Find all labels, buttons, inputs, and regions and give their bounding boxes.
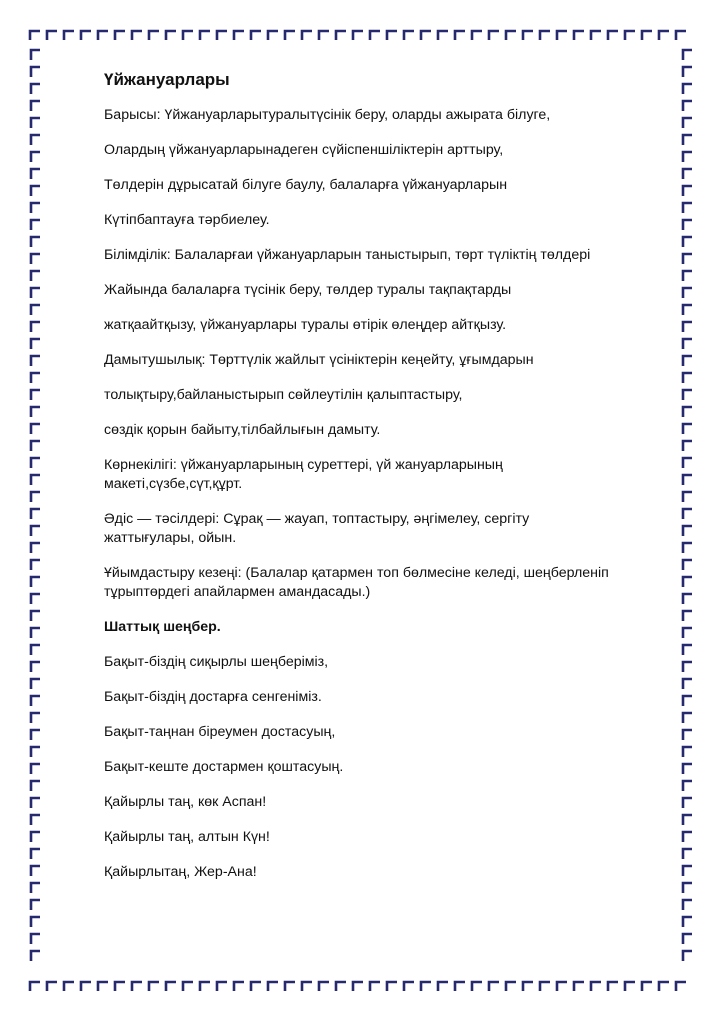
border-segment <box>683 67 692 77</box>
border-segment <box>319 31 329 40</box>
border-segment <box>31 866 40 876</box>
paragraph-line: Дамытушылық: Төрттүлік жайлыт үсініктерін кеңейту, ұғымдарын <box>104 352 534 368</box>
border-segment <box>523 982 533 991</box>
border-segment <box>115 982 125 991</box>
border-segment <box>683 322 692 332</box>
border-segment <box>591 31 601 40</box>
border-segment <box>676 31 686 40</box>
border-segment <box>683 254 692 264</box>
border-segment <box>251 31 261 40</box>
border-segment <box>149 31 159 40</box>
border-segment <box>64 982 74 991</box>
border-segment <box>683 917 692 927</box>
border-segment <box>472 982 482 991</box>
border-segment <box>489 31 499 40</box>
border-segment <box>31 407 40 417</box>
paragraph-line: Күтіпбаптауға тәрбиелеу. <box>104 212 270 228</box>
border-segment <box>166 982 176 991</box>
border-segment <box>608 31 618 40</box>
organization-line: тұрыптөрдегі апайлармен амандасады.) <box>104 584 371 600</box>
visual-aids <box>104 456 664 494</box>
border-segment <box>683 475 692 485</box>
border-segment <box>31 322 40 332</box>
border-segment <box>404 982 414 991</box>
border-segment <box>31 730 40 740</box>
border-segment <box>268 982 278 991</box>
border-segment <box>31 696 40 706</box>
border-segment <box>683 849 692 859</box>
border-segment <box>132 982 142 991</box>
border-segment <box>285 982 295 991</box>
border-segment <box>31 203 40 213</box>
border-segment <box>302 982 312 991</box>
border-segment <box>31 492 40 502</box>
border-segment <box>540 982 550 991</box>
border-segment <box>683 934 692 944</box>
border-segment <box>625 982 635 991</box>
border-segment <box>98 31 108 40</box>
poem-line: Бақыт-біздің сиқырлы шеңберіміз, <box>104 654 329 670</box>
border-segment <box>31 356 40 366</box>
organization-stage <box>104 564 664 602</box>
poem-line: Қайырлы таң, көк Аспан! <box>104 794 267 810</box>
border-segment <box>540 31 550 40</box>
border-segment <box>31 832 40 842</box>
border-segment <box>683 84 692 94</box>
circle-title: Шаттық шеңбер. <box>104 619 221 635</box>
border-segment <box>642 31 652 40</box>
paragraph-line: Олардың үйжануарларынадеген сүйіспеншіліктерін арттыру, <box>104 142 504 158</box>
border-segment <box>683 611 692 621</box>
border-segment <box>676 982 686 991</box>
paragraph-line: Барысы: Үйжануарларытуралытүсінік беру, оларды ажырата білуге, <box>104 107 551 123</box>
border-segment <box>438 31 448 40</box>
border-segment <box>31 288 40 298</box>
border-segment <box>683 713 692 723</box>
border-segment <box>31 679 40 689</box>
border-segment <box>683 356 692 366</box>
border-segment <box>387 31 397 40</box>
border-segment <box>683 492 692 502</box>
border-segment <box>31 339 40 349</box>
border-segment <box>683 305 692 315</box>
border-segment <box>31 373 40 383</box>
border-segment <box>31 594 40 604</box>
border-segment <box>31 781 40 791</box>
border-segment <box>31 798 40 808</box>
border-segment <box>31 237 40 247</box>
methods <box>104 510 664 548</box>
poem-line: Бақыт-кеште достармен қоштасуың. <box>104 759 344 775</box>
border-segment <box>234 31 244 40</box>
border-segment <box>438 982 448 991</box>
border-segment <box>31 560 40 570</box>
border-segment <box>31 458 40 468</box>
border-segment <box>683 543 692 553</box>
border-segment <box>31 645 40 655</box>
border-segment <box>353 31 363 40</box>
border-segment <box>30 31 40 40</box>
border-segment <box>557 982 567 991</box>
border-segment <box>683 101 692 111</box>
paragraph-line: сөздік қорын байыту,тілбайлығын дамыту. <box>104 422 381 438</box>
border-segment <box>455 982 465 991</box>
border-segment <box>353 982 363 991</box>
border-segment <box>683 458 692 468</box>
border-segment <box>683 220 692 230</box>
border-segment <box>683 577 692 587</box>
border-segment <box>31 169 40 179</box>
border-segment <box>183 982 193 991</box>
border-segment <box>683 781 692 791</box>
border-segment <box>285 31 295 40</box>
border-segment <box>683 747 692 757</box>
methods-line: жаттығулары, ойын. <box>104 530 237 546</box>
poem-line: Бақыт-таңнан біреумен достасуың, <box>104 724 336 740</box>
border-segment <box>31 101 40 111</box>
border-segment <box>506 31 516 40</box>
border-segment <box>472 31 482 40</box>
border-segment <box>336 982 346 991</box>
border-segment <box>683 679 692 689</box>
border-segment <box>115 31 125 40</box>
border-segment <box>683 424 692 434</box>
border-segment <box>683 645 692 655</box>
border-segment <box>683 951 692 961</box>
border-segment <box>683 135 692 145</box>
border-segment <box>683 186 692 196</box>
paragraph-line: Төлдерін дұрысатай білуге баулу, балаларға үйжануарларын <box>104 177 508 193</box>
border-segment <box>683 288 692 298</box>
border-segment <box>31 67 40 77</box>
border-segment <box>251 982 261 991</box>
border-segment <box>683 169 692 179</box>
poem-line: Қайырлы таң, алтын Күн! <box>104 829 270 845</box>
border-segment <box>31 883 40 893</box>
border-segment <box>30 982 40 991</box>
border-segment <box>683 628 692 638</box>
border-segment <box>683 798 692 808</box>
border-segment <box>683 373 692 383</box>
border-segment <box>659 982 669 991</box>
border-segment <box>370 31 380 40</box>
border-segment <box>659 31 669 40</box>
border-segment <box>370 982 380 991</box>
border-segment <box>404 31 414 40</box>
border-segment <box>31 84 40 94</box>
border-segment <box>217 31 227 40</box>
border-segment <box>200 31 210 40</box>
paragraph-line: Білімділік: Балаларғаи үйжануарларын таныстырып, төрт түліктің төлдері <box>104 247 591 263</box>
border-segment <box>683 764 692 774</box>
border-segment <box>31 849 40 859</box>
organization-line: Ұйымдастыру кезеңі: (Балалар қатармен топ бөлмесіне келеді, шеңберленіп <box>104 565 609 581</box>
border-segment <box>683 203 692 213</box>
border-segment <box>523 31 533 40</box>
border-segment <box>31 135 40 145</box>
border-segment <box>81 31 91 40</box>
border-segment <box>683 50 692 60</box>
border-segment <box>489 982 499 991</box>
border-segment <box>387 982 397 991</box>
border-segment <box>166 31 176 40</box>
border-segment <box>506 982 516 991</box>
border-segment <box>217 982 227 991</box>
page-title: Үйжануарлары <box>104 70 230 89</box>
border-segment <box>31 509 40 519</box>
border-segment <box>455 31 465 40</box>
border-segment <box>268 31 278 40</box>
border-segment <box>31 543 40 553</box>
border-segment <box>683 594 692 604</box>
border-segment <box>683 509 692 519</box>
poem-line: Қайырлытаң, Жер-Ана! <box>104 864 257 880</box>
border-segment <box>31 441 40 451</box>
border-segment <box>683 662 692 672</box>
border-segment <box>31 951 40 961</box>
border-segment <box>31 900 40 910</box>
paragraph-line: Жайында балаларға түсінік беру, төлдер туралы тақпақтарды <box>104 282 512 298</box>
border-segment <box>31 424 40 434</box>
border-segment <box>31 747 40 757</box>
paragraph-line: жатқаайтқызу, үйжануарлары туралы өтірік өлеңдер айтқызу. <box>104 317 507 333</box>
poem-line: Бақыт-біздің достарға сенгеніміз. <box>104 689 322 705</box>
border-segment <box>31 611 40 621</box>
border-segment <box>31 390 40 400</box>
border-segment <box>47 31 57 40</box>
visual-aids-line: макеті,сүзбе,сүт,құрт. <box>104 476 243 492</box>
border-segment <box>31 713 40 723</box>
border-segment <box>31 271 40 281</box>
border-segment <box>31 220 40 230</box>
border-segment <box>31 934 40 944</box>
border-segment <box>302 31 312 40</box>
border-segment <box>31 305 40 315</box>
border-segment <box>31 662 40 672</box>
border-segment <box>683 152 692 162</box>
border-segment <box>642 982 652 991</box>
border-segment <box>608 982 618 991</box>
border-segment <box>31 815 40 825</box>
border-segment <box>683 271 692 281</box>
border-segment <box>31 118 40 128</box>
border-segment <box>683 883 692 893</box>
border-segment <box>149 982 159 991</box>
border-segment <box>683 832 692 842</box>
border-segment <box>683 730 692 740</box>
border-segment <box>421 982 431 991</box>
border-segment <box>200 982 210 991</box>
border-segment <box>336 31 346 40</box>
border-segment <box>98 982 108 991</box>
border-segment <box>683 118 692 128</box>
border-segment <box>81 982 91 991</box>
border-segment <box>31 50 40 60</box>
methods-line: Әдіс — тәсілдері: Сұрақ — жауап, топтастыру, әңгімелеу, сергіту <box>104 511 530 527</box>
border-segment <box>591 982 601 991</box>
visual-aids-line: Көрнекілігі: үйжануарларының суреттері, үй жануарларының <box>104 457 503 473</box>
border-segment <box>183 31 193 40</box>
border-segment <box>683 339 692 349</box>
border-segment <box>319 982 329 991</box>
paragraph-line: толықтыру,байланыстырып сөйлеутілін қалыптастыру, <box>104 387 463 403</box>
border-segment <box>47 982 57 991</box>
border-segment <box>31 526 40 536</box>
border-segment <box>625 31 635 40</box>
border-segment <box>683 390 692 400</box>
border-segment <box>683 526 692 536</box>
border-segment <box>31 628 40 638</box>
border-segment <box>421 31 431 40</box>
border-segment <box>683 237 692 247</box>
document-body <box>104 68 664 898</box>
border-segment <box>683 815 692 825</box>
border-segment <box>31 254 40 264</box>
border-segment <box>31 152 40 162</box>
border-segment <box>31 186 40 196</box>
border-segment <box>234 982 244 991</box>
border-segment <box>31 475 40 485</box>
border-segment <box>64 31 74 40</box>
border-segment <box>557 31 567 40</box>
border-segment <box>683 441 692 451</box>
border-segment <box>683 866 692 876</box>
border-segment <box>31 577 40 587</box>
border-segment <box>132 31 142 40</box>
border-segment <box>683 900 692 910</box>
border-segment <box>683 407 692 417</box>
border-segment <box>574 31 584 40</box>
border-segment <box>31 764 40 774</box>
border-segment <box>683 560 692 570</box>
border-segment <box>683 696 692 706</box>
border-segment <box>574 982 584 991</box>
border-segment <box>31 917 40 927</box>
